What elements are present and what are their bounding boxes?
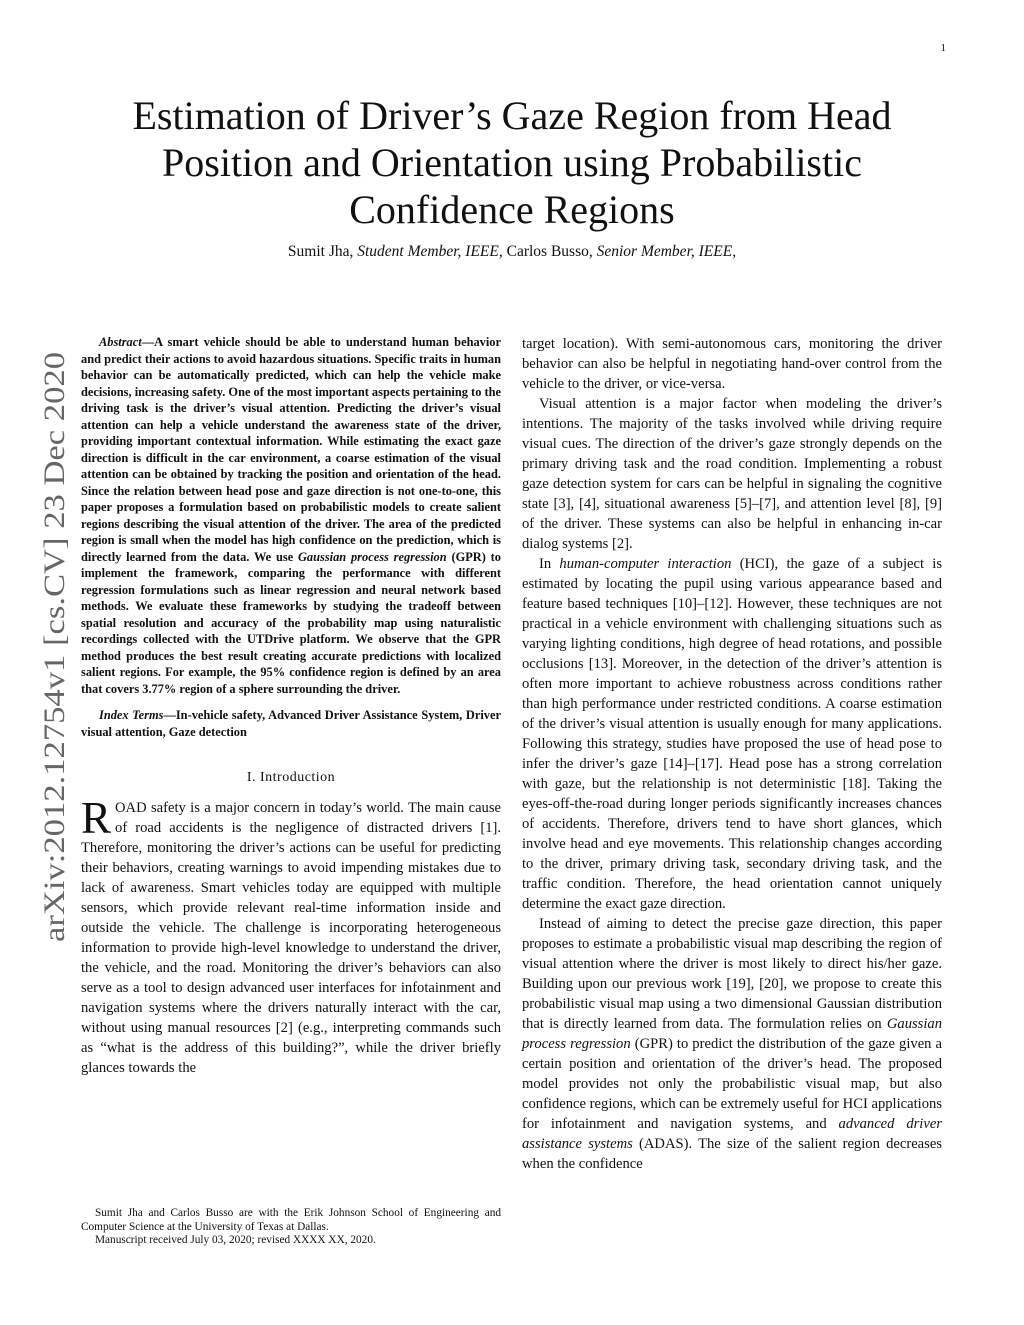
abstract-label: Abstract: [99, 335, 142, 349]
right-column: [522, 334, 942, 1174]
author-2-name: Carlos Busso,: [506, 243, 593, 260]
footnote-affiliation: Sumit Jha and Carlos Busso are with the Erik Johnson School of Engineering and Computer Science at the University of Texas at Dallas.: [81, 1207, 501, 1233]
arxiv-stamp-text: arXiv:2012.12754v1 [cs.CV] 23 Dec 2020: [38, 430, 71, 942]
drop-cap: R: [81, 793, 112, 843]
right-p4-term-gpr: Gaussian process regression: [522, 1016, 942, 1052]
footnotes: [81, 1207, 501, 1248]
author-line: [95, 243, 929, 261]
index-terms-label: Index Terms: [99, 708, 164, 722]
right-p3-text-b: (HCI), the gaze of a subject is estimated by locating the pupil using various appearance based and feature based techniques [10]–[12]. However, these techniques are not practical in a vehicle environment with challenging situations such as varying lighting conditions, high degree of head rotations, and possible occlusions [13]. Moreover, in the detection of the driver’s attention is often more important to achieve robustness across conditions rather than high performance under restricted conditions. A coarse estimation of the driver’s visual attention is usually enough for many applications. Following this strategy, studies have proposed the use of head pose to infer the driver’s gaze [14]–[17]. Head pose has a strong correlation with gaze, but the relationship is not deterministic [18]. Taking the eyes-off-the-road during longer periods significantly increases chances of accidents. Therefore, drivers tend to have short glances, which involve head and eye movements. This relationship changes according to the driver, primary driving task, secondary driving task, and the traffic condition. Therefore, the head orientation cannot uniquely determine the exact gaze direction.: [522, 556, 942, 912]
section-heading-introduction: I. Introduction: [246, 770, 336, 785]
right-paragraph-2: Visual attention is a major factor when modeling the driver’s intentions. The majority of the tasks involved while driving require visual cues. The direction of the driver’s gaze strongly depends on the primary driving task and the road condition. Implementing a robust gaze detection system for cars can be helpful in signaling the cognitive state [3], [4], situational awareness [5]–[7], and attention level [8], [9] of the driver. These systems can also be helpful in enhancing in-car dialog systems [2].: [522, 396, 942, 552]
arxiv-stamp-svg: [8, 350, 88, 950]
left-column: [81, 334, 501, 1078]
right-p4-text-a: Instead of aiming to detect the precise gaze direction, this paper proposes to estimate a probabilistic visual map describing the region of visual attention where the driver is most likely to direct his/her gaze. Building upon our previous work [19], [20], we propose to create this probabilistic visual map using a two dimensional Gaussian distribution that is directly learned from data. The formulation relies on: [522, 916, 942, 1032]
footnote-manuscript: Manuscript received July 03, 2020; revised XXXX XX, 2020.: [95, 1234, 376, 1246]
right-p3-term-hci: human-computer interaction: [559, 556, 732, 572]
index-terms: [81, 707, 501, 740]
page-number: 1: [940, 42, 946, 54]
intro-paragraph-1: [81, 793, 501, 1078]
intro-paragraph-1-text: OAD safety is a major concern in today’s world. The main cause of road accidents is the negligence of distracted drivers [1]. Therefore, monitoring the driver’s actions can be useful for predicting their behaviors, creating warnings to avoid impending mistakes due to lack of awareness. Smart vehicles today are equipped with multiple sensors, which provide relevant real-time information inside and outside the vehicle. The challenge is incorporating heterogeneous information to provide high-level knowledge to understand the driver, the vehicle, and the road. Monitoring the driver’s behaviors can also serve as a tool to design advanced user interfaces for infotainment and navigation systems where the drivers naturally interact with the car, without using manual resources [2] (e.g., interpreting commands such as “what is the address of this building?”, while the driver briefly glances towards the: [81, 800, 501, 1076]
right-p4-text-c: (ADAS). The size of the salient region decreases when the confidence: [522, 1136, 942, 1172]
author-2-role: Senior Member, IEEE,: [596, 243, 737, 260]
right-paragraph-1: target location). With semi-autonomous cars, monitoring the driver behavior can also be helpful in negotiating hand-over control from the vehicle to the driver, or vice-versa.: [522, 336, 942, 392]
author-1-name: Sumit Jha,: [287, 243, 354, 260]
author-1-role: Student Member, IEEE,: [357, 243, 503, 260]
abstract-text-2: (GPR) to implement the framework, comparing the performance with different regression formulations such as linear regression and neural network based methods. We evaluate these frameworks by studying the tradeoff between spatial resolution and accuracy of the probability map using naturalistic recordings collected with the UTDrive platform. We observe that the GPR method produces the best result creating accurate predictions with localized salient regions. For example, the 95% confidence region is defined by an area that covers 3.77% region of a sphere surrounding the driver.: [81, 549, 501, 696]
right-p4-text-b: (GPR) to predict the distribution of the gaze given a certain position and orientation of the driver’s head. The proposed model provides not only the probabilistic visual map, but also confidence regions, which can be extremely useful for HCI applications for infotainment and navigation systems, and: [522, 1036, 943, 1132]
paper-title: Estimation of Driver’s Gaze Region from Head Position and Orientation using Probabilistic Confidence Regions: [132, 93, 892, 232]
abstract-text-1: —A smart vehicle should be able to understand human behavior and predict their actions to avoid hazardous situations. Specific traits in human behavior can be automatically predicted, which can help the vehicle make decisions, increasing safety. One of the most important aspects pertaining to the driving task is the driver’s visual attention. Predicting the driver’s visual attention can help a vehicle understand the awareness state of the driver, providing important contextual information. While estimating the exact gaze direction is difficult in the car environment, a coarse estimation of the visual attention can be obtained by tracking the position and orientation of the head. Since the relation between head pose and gaze direction is not one-to-one, this paper proposes a formulation based on probabilistic models to create salient regions describing the visual attention of the driver. The area of the predicted region is small when the model has high confidence on the prediction, which is directly learned from the data. We use: [81, 335, 501, 564]
right-paragraph-3: [522, 554, 942, 914]
right-p4-term-adas: advanced driver assistance systems: [522, 1116, 943, 1152]
arxiv-stamp: [8, 350, 88, 950]
right-p3-text-a: In: [539, 556, 560, 572]
abstract: [81, 334, 501, 697]
index-terms-text: —In-vehicle safety, Advanced Driver Assistance System, Driver visual attention, Gaze detection: [81, 708, 501, 739]
right-paragraph-4: [522, 914, 942, 1174]
abstract-term-gpr: Gaussian process regression: [297, 549, 447, 564]
